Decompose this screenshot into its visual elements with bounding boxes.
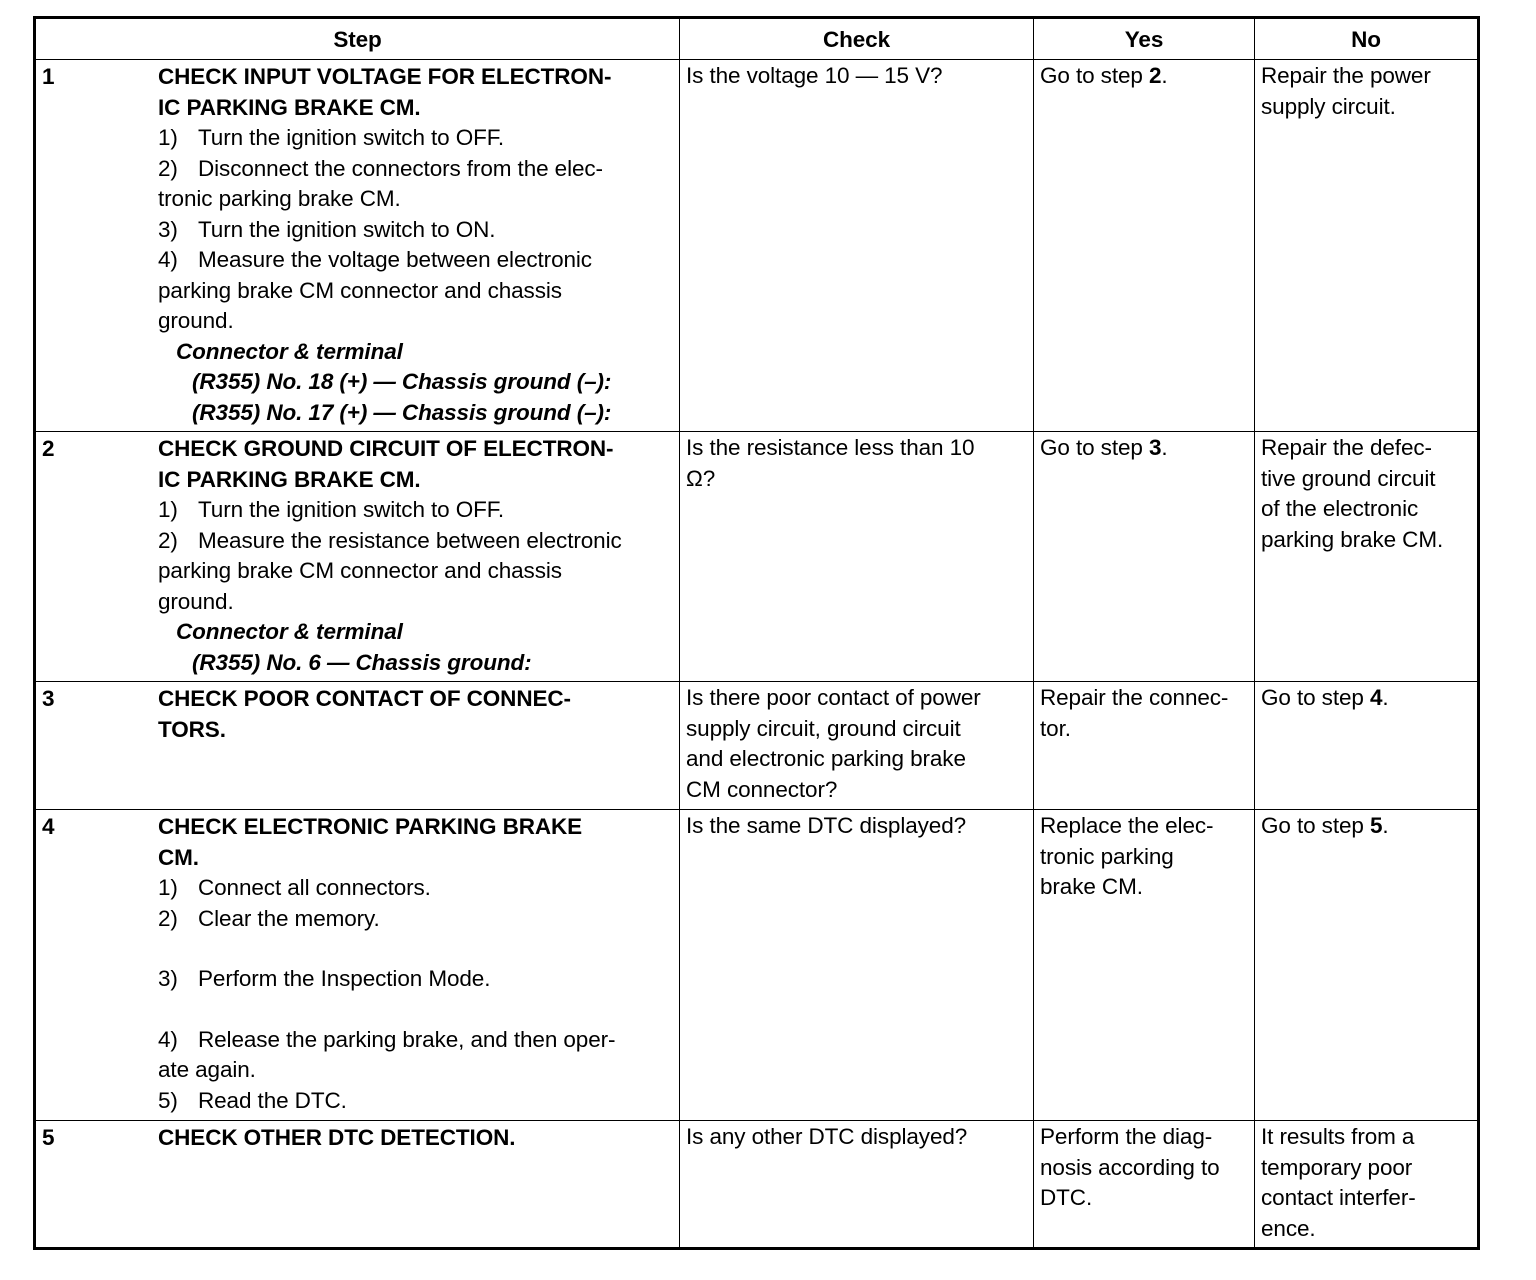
step-title: CHECK GROUND CIRCUIT OF ELECTRON- IC PARKING BRAKE CM.: [158, 436, 614, 492]
step-body: [148, 60, 679, 430]
sub-step: 1) Turn the ignition switch to OFF.: [158, 125, 505, 150]
connector-terminal: (R355) No. 17 (+) — Chassis ground (–):: [192, 399, 612, 425]
connector-terminal: (R355) No. 6 — Chassis ground:: [192, 649, 532, 675]
check-cell: Is the same DTC displayed?: [680, 810, 1034, 1121]
sub-step: 3) Turn the ignition switch to ON.: [158, 216, 496, 242]
diagnostic-table: [33, 16, 1480, 1250]
sub-step: 1) Connect all connectors.: [158, 875, 431, 900]
diagnostic-table-container: [33, 16, 1477, 1250]
spacer: [158, 934, 671, 964]
step-title: CHECK ELECTRONIC PARKING BRAKE CM.: [158, 814, 583, 870]
table-row: [35, 682, 1479, 810]
sub-step-cont: ate again.: [158, 1057, 256, 1082]
sub-step-cont: parking brake CM connector and chassis: [158, 558, 562, 583]
header-no: No: [1255, 18, 1479, 60]
spacer: [158, 995, 671, 1025]
yes-cell: Go to step 3.: [1034, 432, 1255, 682]
yes-cell: Replace the elec- tronic parking brake CM.: [1034, 810, 1255, 1121]
connector-heading: Connector & terminal: [176, 338, 403, 364]
sub-step-cont: parking brake CM connector and chassis: [158, 277, 562, 303]
sub-step: 1) Turn the ignition switch to OFF.: [158, 497, 505, 522]
no-cell: Go to step 5.: [1255, 810, 1479, 1121]
check-cell: Is there poor contact of power supply circuit, ground circuit and electronic parking brake CM connector?: [680, 682, 1034, 810]
step-cell: [35, 1121, 680, 1249]
sub-step: 4) Measure the voltage between electronic: [158, 247, 592, 272]
table-row: [35, 1121, 1479, 1249]
no-cell: Repair the power supply circuit.: [1255, 60, 1479, 432]
check-cell: Is the resistance less than 10 Ω?: [680, 432, 1034, 682]
step-cell: [35, 432, 680, 682]
table-row: [35, 60, 1479, 432]
connector-terminal: (R355) No. 18 (+) — Chassis ground (–):: [192, 369, 612, 394]
step-title: CHECK OTHER DTC DETECTION.: [158, 1125, 516, 1150]
header-yes: Yes: [1034, 18, 1255, 60]
check-cell: Is any other DTC displayed?: [680, 1121, 1034, 1249]
step-cell: [35, 60, 680, 432]
connector-heading: Connector & terminal: [176, 619, 403, 644]
sub-step-cont: tronic parking brake CM.: [158, 186, 401, 211]
step-body: [148, 1121, 679, 1156]
step-number: 1: [42, 64, 55, 89]
table-row: [35, 432, 1479, 682]
sub-step: 2) Disconnect the connectors from the elec-: [158, 155, 603, 181]
step-number: 2: [42, 436, 55, 461]
header-step: Step: [35, 18, 680, 60]
table-row: [35, 810, 1479, 1121]
sub-step: 5) Read the DTC.: [158, 1087, 347, 1113]
sub-step: 2) Clear the memory.: [158, 905, 380, 931]
step-number: 3: [42, 686, 55, 711]
step-cell: [35, 810, 680, 1121]
sub-step: 2) Measure the resistance between electronic: [158, 527, 622, 553]
step-title: CHECK INPUT VOLTAGE FOR ELECTRON- IC PARKING BRAKE CM.: [158, 64, 612, 120]
step-number: 4: [42, 814, 55, 839]
yes-cell: Perform the diag- nosis according to DTC.: [1034, 1121, 1255, 1249]
check-cell: Is the voltage 10 — 15 V?: [680, 60, 1034, 432]
no-cell: Go to step 4.: [1255, 682, 1479, 810]
sub-step-cont: ground.: [158, 308, 234, 333]
header-check: Check: [680, 18, 1034, 60]
no-cell: Repair the defec- tive ground circuit of the electronic parking brake CM.: [1255, 432, 1479, 682]
step-body: [148, 432, 679, 680]
step-body: [148, 810, 679, 1118]
sub-step-cont: ground.: [158, 588, 234, 614]
step-cell: [35, 682, 680, 810]
step-number: 5: [42, 1125, 55, 1150]
no-cell: It results from a temporary poor contact interfer- ence.: [1255, 1121, 1479, 1249]
header-row: [35, 18, 1479, 60]
step-body: [148, 682, 679, 747]
sub-step: 3) Perform the Inspection Mode.: [158, 966, 491, 991]
step-title: CHECK POOR CONTACT OF CONNEC- TORS.: [158, 686, 571, 742]
yes-cell: Go to step 2.: [1034, 60, 1255, 432]
sub-step: 4) Release the parking brake, and then oper-: [158, 1026, 616, 1052]
yes-cell: Repair the connec- tor.: [1034, 682, 1255, 810]
